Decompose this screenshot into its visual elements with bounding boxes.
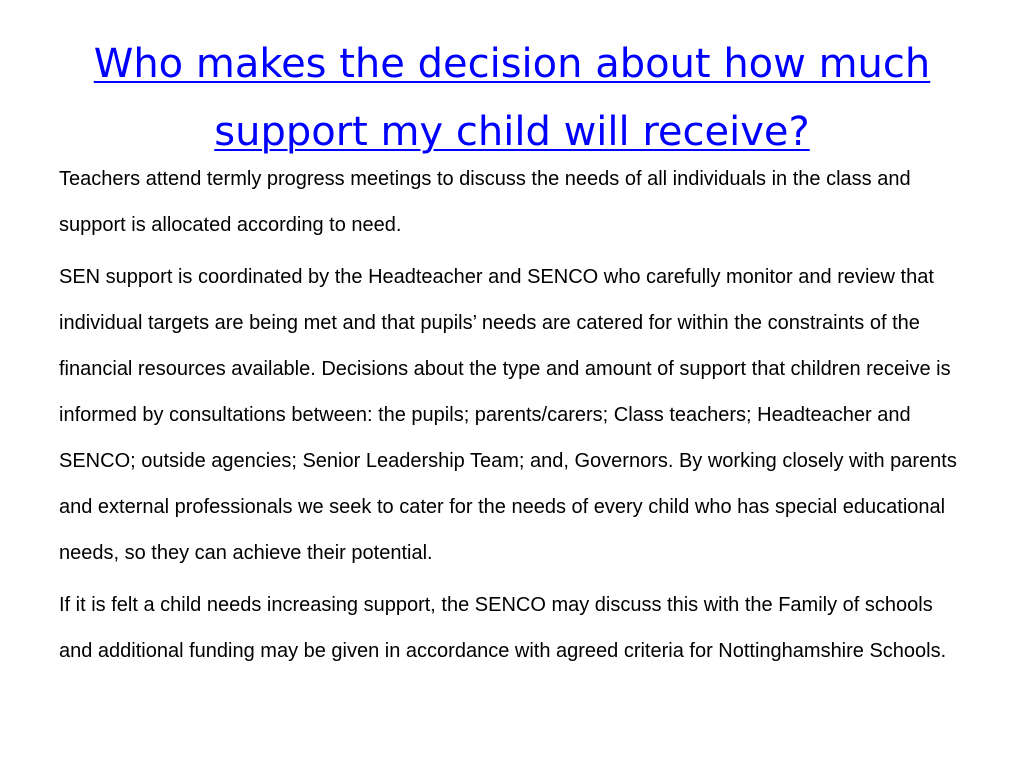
paragraph-progress-meetings: Teachers attend termly progress meetings to discuss the needs of all individuals in the class and support is allocated according to need.	[59, 168, 911, 236]
paragraph-sen-support: SEN support is coordinated by the Headteacher and SENCO who carefully monitor and review that individual targets are being met and that pupils’ needs are catered for within the constraints of the financial resources available. Decisions about the type and amount of support that children receive is informed by consultations between: the pupils; parents/carers; Class teachers; Headteacher and SENCO; outside agencies; Senior Leadership Team; and, Governors. By working closely with parents and external professionals we seek to cater for the needs of every child who has special educational needs, so they can achieve their potential.	[59, 266, 957, 564]
slide-body	[59, 156, 969, 680]
slide-title[interactable]: Who makes the decision about how much support my child will receive?	[93, 41, 931, 155]
paragraph-increasing-support: If it is felt a child needs increasing support, the SENCO may discuss this with the Family of schools and additional funding may be given in accordance with agreed criteria for Nottinghamshire Schools.	[59, 594, 947, 662]
